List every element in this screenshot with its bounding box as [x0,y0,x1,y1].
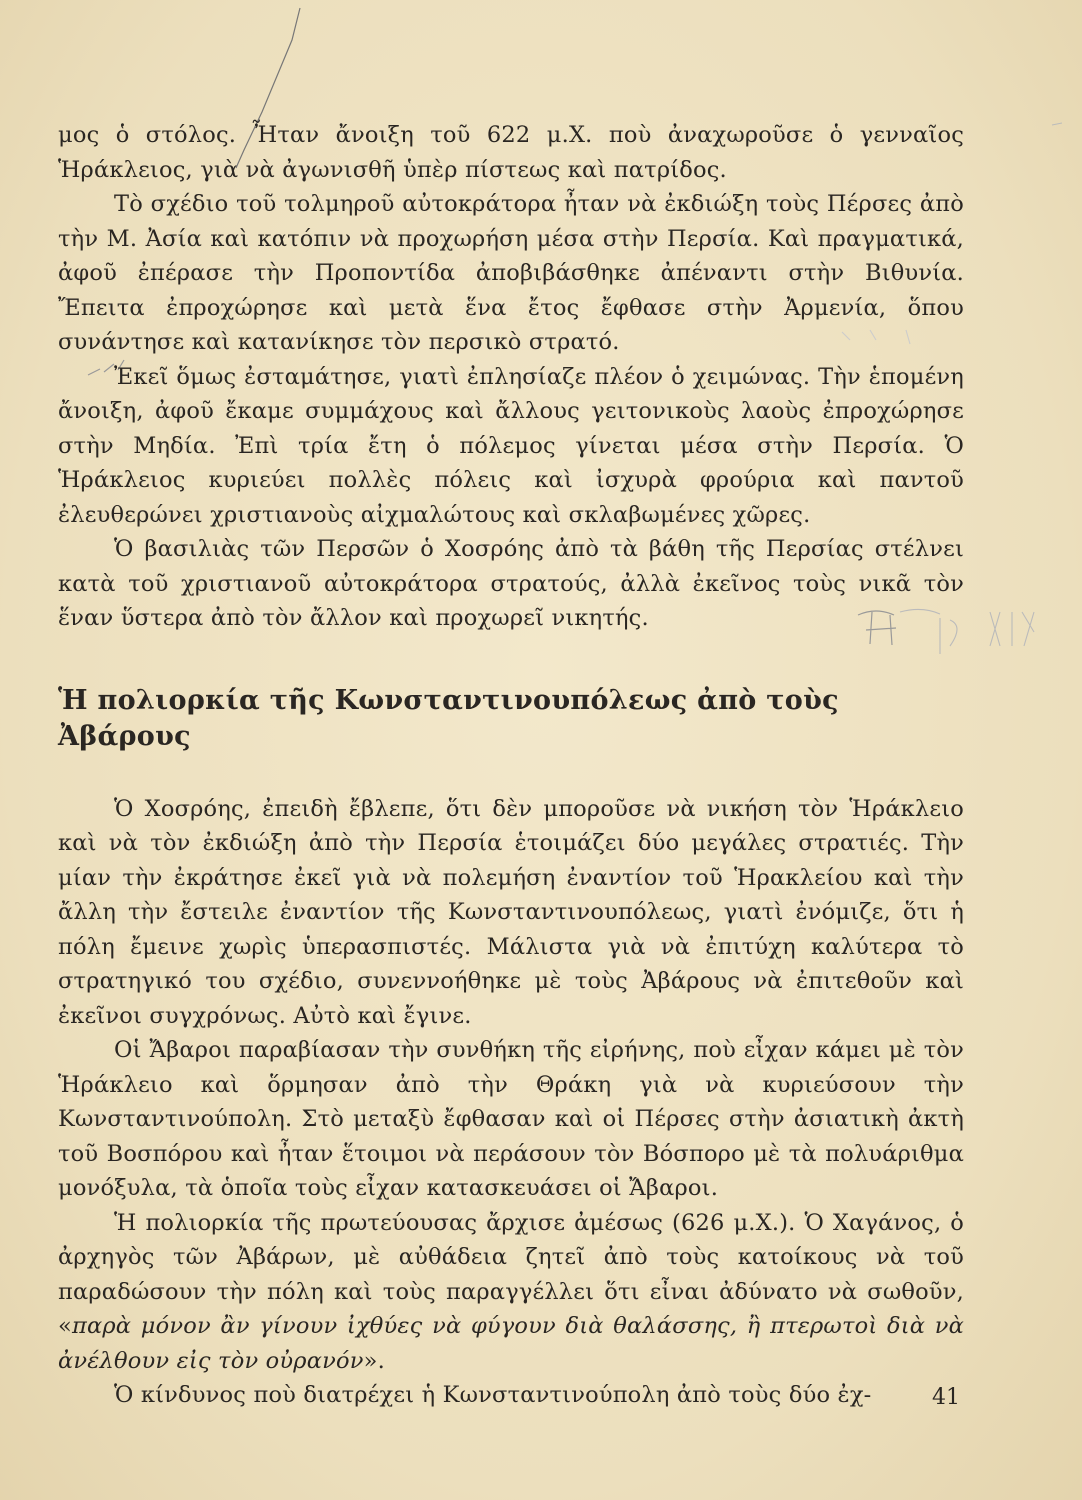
siege-text: Ἡ πολιορκία τῆς πρωτεύουσας ἄρχισε ἀμέσως (626 μ.Χ.). Ὁ Χαγάνος, ὁ ἀρχηγὸς τῶν Ἀβάρων, μὲ αὐθάδεια ζητεῖ ἀπὸ τοὺς κατοίκους νὰ τοῦ παραδώσουν τὴν πόλη καὶ τοὺς παραγγέλλει ὅτι εἶναι ἀδύνατο νὰ σωθοῦν, « [58,1209,964,1339]
paragraph: Οἱ Ἄβαροι παραβίασαν τὴν συνθήκη τῆς εἰρήνης, ποὺ εἶχαν κάμει μὲ τὸν Ἡράκλειο καὶ ὅρμησαν ἀπὸ τὴν Θράκη γιὰ νὰ κυριεύσουν τὴν Κωνσταντινούπολη. Στὸ μεταξὺ ἔφθασαν καὶ οἱ Πέρσες στὴν ἀσιατικὴ ἀκτὴ τοῦ Βοσπόρου καὶ ἦταν ἕτοιμοι νὰ περάσουν τὸν Βόσπορο μὲ τὰ πολυάριθμα μονόξυλα, τὰ ὁποῖα τοὺς εἶχαν κατασκευάσει οἱ Ἄβαροι. [58,1037,964,1201]
paragraph: Ὁ βασιλιὰς τῶν Περσῶν ὁ Χοσρόης ἀπὸ τὰ βάθη τῆς Περσίας στέλνει κατὰ τοῦ χριστιανοῦ αὐτοκράτορα στρατούς, ἀλλὰ ἐκεῖνος τοὺς νικᾶ τὸν ἕναν ὕστερα ἀπὸ τὸν ἄλλον καὶ προχωρεῖ νικητής. [58,536,964,631]
quote-end: ». [363,1347,385,1374]
khagan-quote: παρὰ μόνον ἂν γίνουν ἰχθύες νὰ φύγουν διὰ θαλάσσης, ἢ πτερωτοὶ διὰ νὰ ἀνέλθουν εἰς τὸν οὐρανόν [58,1313,964,1374]
paragraph: Τὸ σχέδιο τοῦ τολμηροῦ αὐτοκράτορα ἦταν νὰ ἐκδιώξη τοὺς Πέρσες ἀπὸ τὴν Μ. Ἀσία καὶ κατόπιν νὰ προχωρήση μέσα στὴν Περσία. Καὶ πραγματικά, ἀφοῦ ἐπέρασε τὴν Προποντίδα ἀποβιβάσθηκε ἀπέναντι στὴν Βιθυνία. Ἔπειτα ἐπροχώρησε καὶ μετὰ ἕνα ἔτος ἔφθασε στὴν Ἀρμενία, ὅπου συνάντησε καὶ κατανίκησε τὸν περσικὸ στρατό. [58,191,964,355]
paragraph: Ὁ Χοσρόης, ἐπειδὴ ἔβλεπε, ὅτι δὲν μποροῦσε νὰ νικήση τὸν Ἡράκλειο καὶ νὰ τὸν ἐκδιώξη ἀπὸ τὴν Περσία ἑτοιμάζει δύο μεγάλες στρατιές. Τὴν μίαν τὴν ἐκράτησε ἐκεῖ γιὰ νὰ πολεμήση ἐναντίον τοῦ Ἡρακλείου καὶ τὴν ἄλλη τὴν ἔστειλε ἐναντίον τῆς Κωνσταντινουπόλεως, γιατὶ ἐνόμιζε, ὅτι ἡ πόλη ἔμεινε χωρὶς ὑπερασπιστές. Μάλιστα γιὰ νὰ ἐπιτύχη καλύτερα τὸ στρατηγικό του σχέδιο, συνεννοήθηκε μὲ τοὺς Ἀβάρους νὰ ἐπιτεθοῦν καὶ ἐκεῖνοι συγχρόνως. Αὐτὸ καὶ ἔγινε. [58,795,964,1029]
paragraph: μος ὁ στόλος. Ἦταν ἄνοιξη τοῦ 622 μ.Χ. ποὺ ἀναχωροῦσε ὁ γενναῖος Ἡράκλειος, γιὰ νὰ ἀγωνισθῆ ὑπὲρ πίστεως καὶ πατρίδος. [58,122,964,183]
page-number: 41 [932,1385,960,1410]
paragraph: Ὁ κίνδυνος ποὺ διατρέχει ἡ Κωνσταντινούπολη ἀπὸ τοὺς δύο ἐχ- [114,1382,872,1408]
section-heading: Ἡ πολιορκία τῆς Κωνσταντινουπόλεως ἀπὸ τοὺς Ἀβάρους [58,684,839,752]
paragraph [58,1206,964,1379]
body-text [58,118,964,1413]
paragraph: Ἐκεῖ ὅμως ἐσταμάτησε, γιατὶ ἐπλησίαζε πλέον ὁ χειμώνας. Τὴν ἑπομένη ἄνοιξη, ἀφοῦ ἔκαμε συμμάχους καὶ ἄλλους γειτονικοὺς λαοὺς ἐπροχώρησε στὴν Μηδία. Ἐπὶ τρία ἔτη ὁ πόλεμος γίνεται μέσα στὴν Περσία. Ὁ Ἡράκλειος κυριεύει πολλὲς πόλεις καὶ ἰσχυρὰ φρούρια καὶ παντοῦ ἐλευθερώνει χριστιανοὺς αἰχμαλώτους καὶ σκλαβωμένες χῶρες. [58,363,964,528]
